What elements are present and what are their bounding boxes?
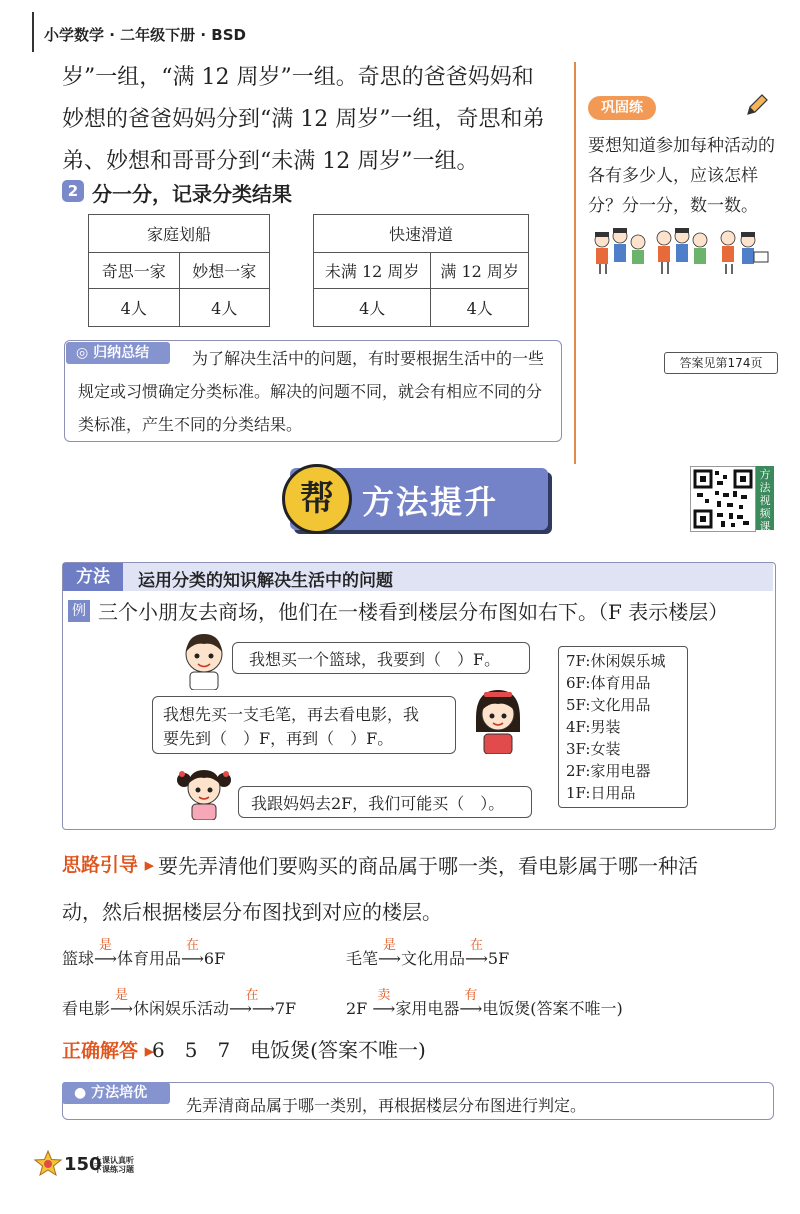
table-cell: 4人: [179, 289, 270, 327]
header-title: 小学数学 · 二年级下册 · BSD: [44, 26, 246, 44]
help-badge: 帮: [282, 464, 352, 534]
flow-item: 毛笔: [346, 949, 379, 968]
pencil-icon: [744, 92, 770, 122]
flow-relation: 在: [185, 938, 199, 953]
bubble-text: 我想先买一支毛笔，再去看电影，我: [163, 705, 420, 724]
table-fast-slide: [313, 214, 529, 327]
flow-movie: [62, 988, 297, 1019]
flow-arrow: 是 ⟶: [378, 949, 401, 968]
table-col-header: 妙想一家: [179, 253, 270, 289]
flow-relation: 是: [98, 938, 112, 953]
table-cell: 4人: [89, 289, 180, 327]
intro-line-1: 岁”一组，“满 12 周岁”一组。奇思的爸爸妈妈和: [62, 65, 534, 90]
flow-item: 6F: [203, 949, 226, 968]
floor-item: 2F:家用电器: [566, 762, 651, 780]
flow-item: 看电影: [62, 999, 111, 1018]
flow-arrow: 在 ⟶⟶: [229, 999, 275, 1018]
flow-arrow: 是 ⟶: [110, 999, 133, 1018]
table-header: 家庭划船: [89, 215, 270, 253]
flow-relation: 卖: [377, 988, 391, 1003]
bubble-text: 我跟妈妈去2F，我们可能买（ ）。: [251, 794, 505, 813]
boy-avatar: [176, 628, 232, 694]
example-text: 三个小朋友去商场，他们在一楼看到楼层分布图如右下。（F 表示楼层）: [98, 600, 729, 624]
flow-item: 家用电器: [395, 999, 460, 1018]
answer-text: 6 5 7 电饭煲(答案不唯一): [152, 1038, 426, 1062]
floor-list: [566, 650, 665, 804]
flow-item: 休闲娱乐活动: [132, 999, 229, 1018]
practice-text: 要想知道参加每种活动的各有多少人，应该怎样分？分一分，数一数。: [588, 136, 775, 216]
bubble-text: 要先到（ ）F，再到（ ）F。: [163, 729, 394, 748]
practice-badge: 巩固练: [588, 96, 656, 120]
flow-relation: 有: [464, 988, 478, 1003]
table-family-boating: [88, 214, 270, 327]
floor-item: 1F:日用品: [566, 784, 636, 802]
table-cell: 4人: [431, 289, 529, 327]
side-panel-rule: [574, 62, 576, 464]
girl-pigtails-avatar: [174, 760, 234, 824]
summary-text: 为了解决生活中的问题，有时要根据生活中的一些规定或习惯确定分类标准。解决的问题不同，就会有相应不同的分类标准，产生不同的分类结果。: [78, 349, 545, 434]
speech-bubble-3: [238, 786, 532, 818]
flow-appliance: [346, 988, 623, 1019]
page-number: 150: [64, 1154, 102, 1175]
thinking-guide-label: 思路引导 ▸: [62, 854, 155, 876]
floor-item: 4F:男装: [566, 718, 621, 736]
header-rule: [32, 12, 34, 52]
flow-arrow: 在 ⟶: [465, 949, 488, 968]
flow-item: 体育用品: [116, 949, 181, 968]
bubble-text: 我想买一个篮球，我要到（ ）F。: [249, 650, 501, 669]
flow-item: 2F: [346, 999, 368, 1018]
method-tag: 方法: [63, 563, 123, 591]
floor-item: 6F:体育用品: [566, 674, 651, 692]
table-col-header: 满 12 周岁: [431, 253, 529, 289]
summary-tag: ◎ 归纳总结: [66, 342, 170, 364]
flow-relation: 在: [469, 938, 483, 953]
table-col-header: 未满 12 周岁: [314, 253, 431, 289]
answer-label-text: 正确解答: [62, 1040, 139, 1062]
speech-bubble-2: [152, 696, 456, 754]
example-tag: 例: [68, 600, 90, 622]
activity-illustration: [590, 222, 770, 282]
table-header: 快速滑道: [314, 215, 529, 253]
intro-line-2: 妙想的爸爸妈妈分到“满 12 周岁”一组，奇思和弟: [62, 107, 545, 132]
thinking-line-1: 要先弄清他们要购买的商品属于哪一类，看电影属于哪一种活: [158, 854, 698, 878]
floor-item: 3F:女装: [566, 740, 621, 758]
flow-arrow: 卖 ⟶: [372, 999, 395, 1018]
flow-arrow: 是 ⟶: [94, 949, 117, 968]
video-lesson-tag[interactable]: 方法视频课: [756, 466, 774, 530]
floor-item: 7F:休闲娱乐城: [566, 652, 666, 670]
thinking-guide-label-text: 思路引导: [62, 854, 139, 876]
flow-item: 电饭煲(答案不唯一): [482, 999, 623, 1018]
flow-item: 5F: [487, 949, 510, 968]
flow-arrow: 有 ⟶: [459, 999, 482, 1018]
answer-reference: 答案见第174页: [664, 352, 778, 374]
flow-item: 篮球: [62, 949, 95, 968]
summary-tag-label: 归纳总结: [93, 345, 150, 361]
speech-bubble-1: [232, 642, 530, 674]
flow-brush: [346, 938, 510, 969]
flow-item: 7F: [274, 999, 297, 1018]
floor-item: 5F:文化用品: [566, 696, 651, 714]
flow-relation: 是: [114, 988, 128, 1003]
answer-label: 正确解答 ▸: [62, 1040, 155, 1062]
method-tip-tag: ● 方法培优: [62, 1082, 170, 1104]
flow-relation: 在: [245, 988, 259, 1003]
intro-line-3: 弟、妙想和哥哥分到“未满 12 周岁”一组。: [62, 149, 479, 174]
method-tip-tag-text: 方法培优: [91, 1085, 148, 1101]
flow-basketball: [62, 938, 226, 969]
star-mascot-icon: [34, 1150, 62, 1180]
step-title: 分一分，记录分类结果: [92, 182, 292, 206]
flow-relation: 是: [382, 938, 396, 953]
flow-arrow: 在 ⟶: [181, 949, 204, 968]
table-col-header: 奇思一家: [89, 253, 180, 289]
flow-item: 文化用品: [400, 949, 465, 968]
banner-title: 方法提升: [362, 483, 499, 521]
page-note-line: 上课认真听: [94, 1156, 134, 1165]
step-number-badge: 2: [62, 180, 84, 202]
method-tip-text: 先弄清商品属于哪一类别，再根据楼层分布图进行判定。: [186, 1096, 587, 1115]
page-note: [94, 1156, 134, 1174]
qr-code-icon[interactable]: [690, 466, 756, 532]
method-title: 运用分类的知识解决生活中的问题: [138, 571, 393, 591]
table-cell: 4人: [314, 289, 431, 327]
girl-avatar: [470, 684, 526, 758]
thinking-line-2: 动，然后根据楼层分布图找到对应的楼层。: [62, 900, 442, 924]
page-note-line: 下课练习题: [94, 1165, 134, 1174]
